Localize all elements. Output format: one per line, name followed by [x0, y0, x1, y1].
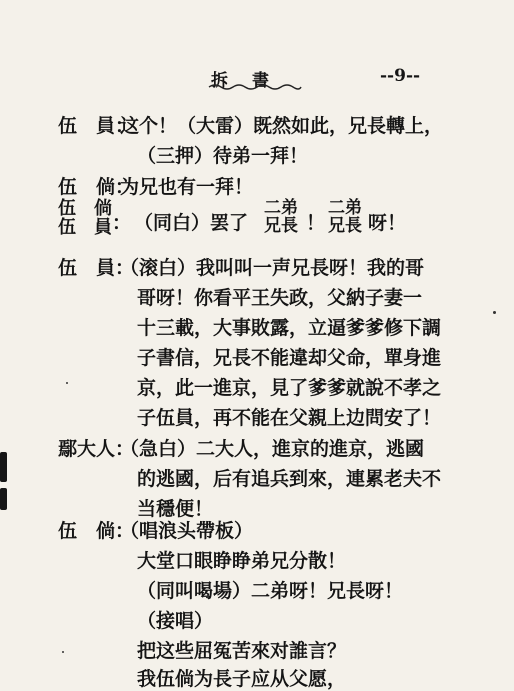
page-number: --9-- [380, 66, 421, 86]
stacked-bottom: 兄長 [328, 216, 362, 236]
speaker-label: 鄢大人： [58, 438, 135, 460]
stacked-address-a [264, 199, 298, 235]
speaker-label: 伍 員： [58, 257, 135, 279]
joint-speakers [58, 199, 112, 237]
scan-speck [66, 382, 68, 384]
dialogue-line: 子伍員，再不能在父親上边問安了！ [137, 407, 442, 429]
header-wavy-underline [207, 82, 303, 92]
dialogue-line: 当穩便！ [137, 498, 214, 520]
dialogue-line: 大堂口眼睁睁弟兄分散！ [137, 550, 347, 572]
binding-mark [0, 488, 7, 510]
dialogue-line: 京，此一進京，見了爹爹就說不孝之 [137, 377, 442, 399]
scan-speck [62, 651, 64, 653]
dialogue-line: 的逃國，后有追兵到來，連累老夫不 [137, 468, 442, 490]
speaker-label: 伍 員： [58, 115, 135, 137]
binding-mark [0, 452, 7, 482]
speaker-label: 伍 倘： [58, 176, 135, 198]
stacked-address-b [328, 199, 362, 235]
dialogue-line: （滚白）我叫叫一声兄長呀！我的哥 [120, 257, 425, 279]
dialogue-line: 为兄也有一拜！ [120, 176, 254, 198]
dialogue-line: 呀！ [368, 212, 407, 234]
dialogue-line: （三押）待弟一拜！ [137, 145, 309, 167]
dialogue-line: 我伍倘为長子应从父愿， [137, 668, 347, 690]
dialogue-line: 把这些屈冤苦來对誰言？ [137, 640, 347, 662]
stacked-top: 二弟 [264, 198, 298, 218]
scan-speck [493, 311, 496, 314]
dialogue-line: （接唱） [137, 610, 214, 632]
page-header-title: 拆書 [211, 71, 293, 91]
speaker-label: 伍 倘： [58, 520, 135, 542]
dialogue-line: 子書信，兄長不能違却父命，單身進 [137, 347, 442, 369]
stacked-bottom: 兄長 [264, 216, 298, 236]
stacked-top: 二弟 [328, 198, 362, 218]
speaker-label-bottom: 伍 員 [58, 217, 112, 238]
dialogue-line: （同叫喝場）二弟呀！兄長呀！ [137, 580, 404, 602]
speaker-label-top: 伍 倘 [58, 198, 112, 219]
speaker-colon: ： [112, 212, 132, 234]
dialogue-line: 这个！（大雷）既然如此，兄長轉上， [120, 115, 444, 137]
dialogue-line: （唱浪头帶板） [120, 520, 254, 542]
dialogue-line: 十三載，大事敗露，立逼爹爹修下調 [137, 317, 442, 339]
dialogue-line: 哥呀！你看平王失政，父納子妻一 [137, 287, 423, 309]
dialogue-line: （急白）二大人，進京的進京，逃國 [120, 438, 425, 460]
exclamation-mark: ！ [306, 212, 326, 234]
dialogue-line: （同白）罢了 [134, 212, 249, 234]
